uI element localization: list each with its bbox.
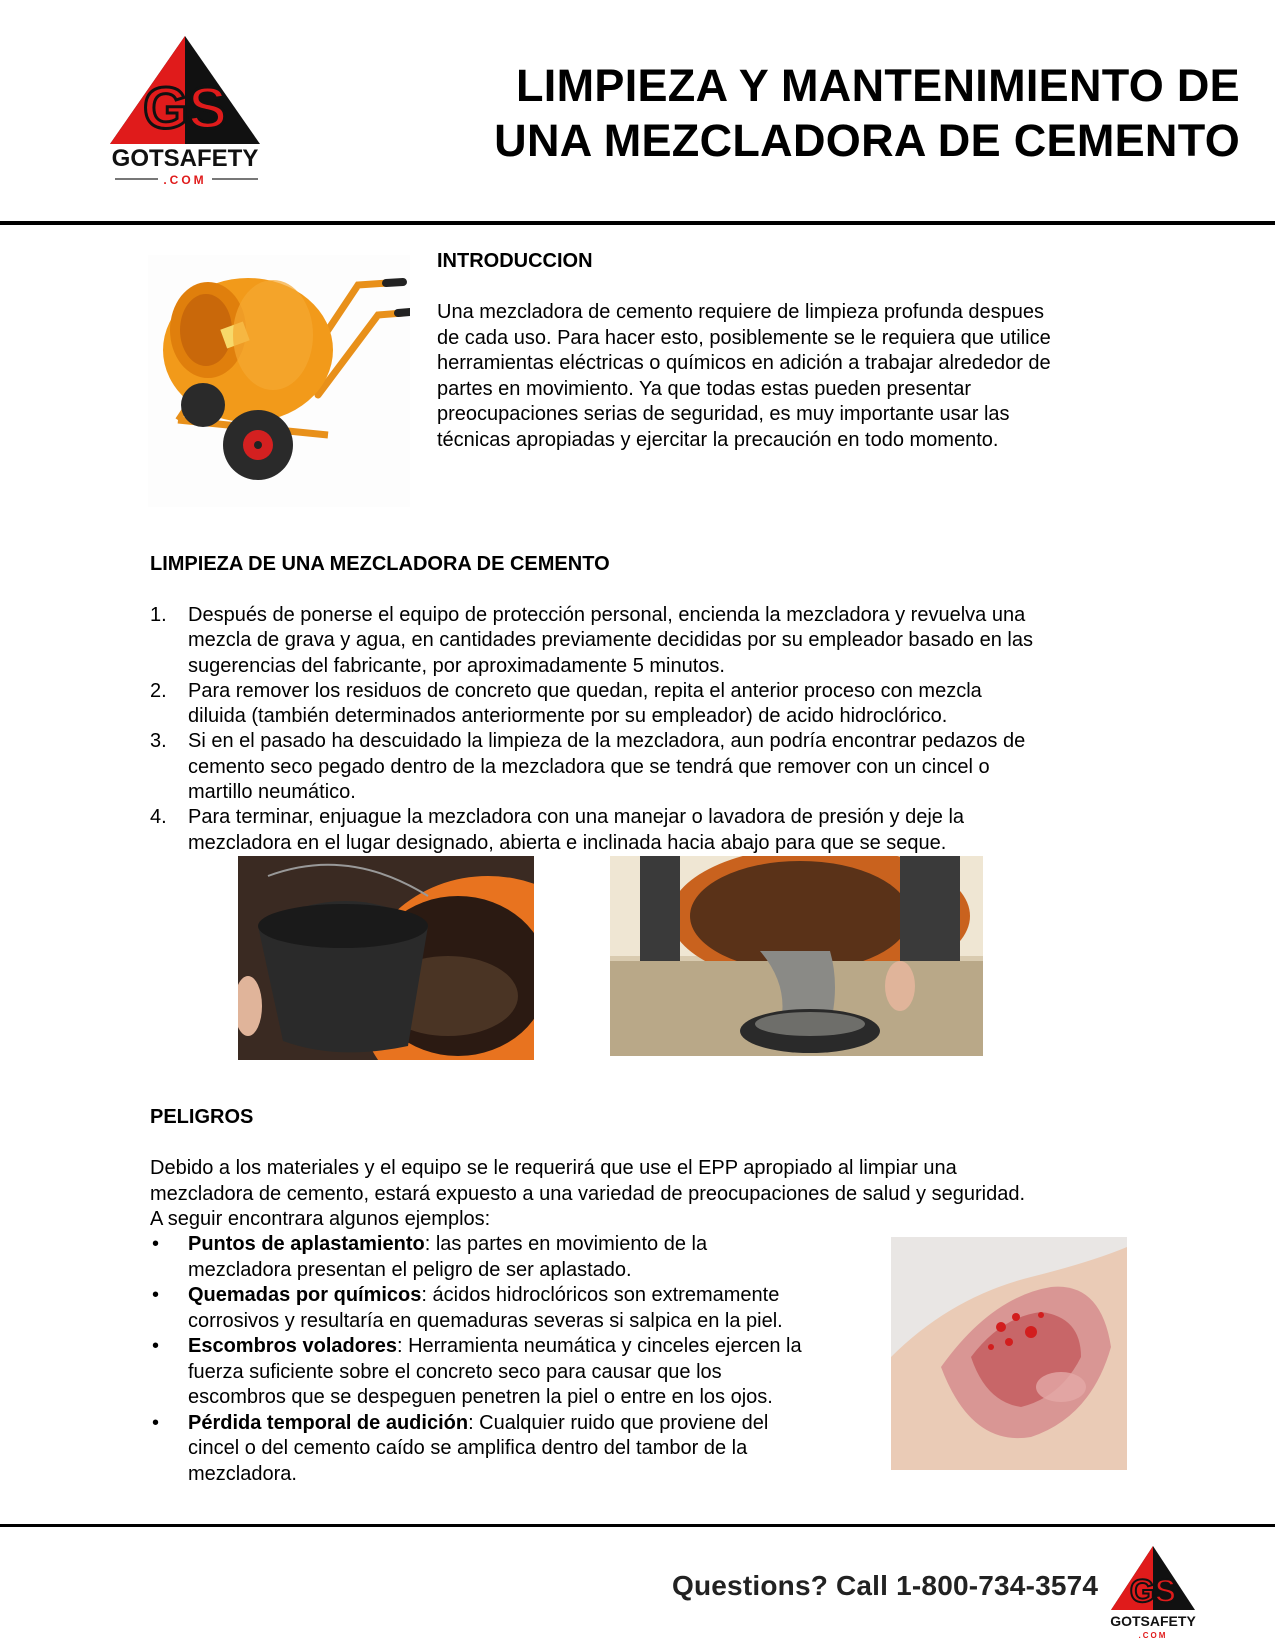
hazard-desc-line: corrosivos y resultaría en quemaduras severas si salpica en la piel. (188, 1309, 783, 1332)
hazard-desc-line: mezcladora presentan el peligro de ser aplastado. (188, 1258, 632, 1281)
logo-small-brand: GOTSAFETY (1110, 1613, 1196, 1629)
hazard-desc-line: fuerza suficiente sobre el concreto seco para causar que los (188, 1360, 722, 1383)
title-line-2: UNA MEZCLADORA DE CEMENTO (494, 115, 1240, 166)
step-number: 3. (150, 730, 167, 753)
bullet: • (152, 1411, 160, 1434)
chemical-burn-photo (891, 1237, 1127, 1470)
hazard-desc: : ácidos hidroclóricos son extremamente (421, 1284, 780, 1306)
intro-line: de cada uso. Para hacer esto, posiblemente se le requiera que utilice (437, 326, 1051, 349)
intro-line: partes en movimiento. Ya que todas estas pueden presentar (437, 377, 972, 400)
logo-brand-text: GOTSAFETY (111, 145, 259, 172)
step-item (150, 603, 1150, 679)
step-line: martillo neumático. (188, 781, 356, 804)
hazard-term: Puntos de aplastamiento (188, 1233, 425, 1255)
hazard-item (150, 1232, 870, 1283)
intro-line: herramientas eléctricas o químicos en adición a trabajar alrededor de (437, 352, 1051, 374)
logo-small-mark: GS (1129, 1573, 1177, 1609)
hazard-desc: : Cualquier ruido que proviene del (468, 1411, 769, 1434)
bullet: • (152, 1335, 160, 1357)
intro-paragraph (437, 300, 1137, 453)
hazards-intro-line: A seguir encontrara algunos ejemplos: (150, 1208, 491, 1230)
intro-heading: INTRODUCCION (437, 250, 593, 272)
hazards-heading: PELIGROS (150, 1106, 254, 1128)
hazard-item (150, 1411, 870, 1488)
intro-line: Una mezcladora de cemento requiere de limpieza profunda despues (437, 301, 1045, 323)
page-title (440, 58, 1240, 168)
title-line-1: LIMPIEZA Y MANTENIMIENTO DE (516, 60, 1240, 111)
hazard-term: Escombros voladores (188, 1335, 397, 1357)
step-line: Para terminar, enjuague la mezcladora con una manejar o lavadora de presión y deje la (188, 806, 965, 829)
header-divider (0, 221, 1275, 225)
step-line: cemento seco pegado dentro de la mezcladora que se tendrá que remover con un cincel o (188, 755, 990, 778)
step-line: mezcla de grava y agua, en cantidades previamente decididas por su empleador basado en las (188, 629, 1033, 652)
step-number: 1. (150, 604, 167, 626)
gotsafety-logo-small (1105, 1544, 1201, 1640)
hazard-item (150, 1283, 870, 1334)
step-line: Si en el pasado ha descuidado la limpieza de la mezcladora, aun podría encontrar pedazos de (188, 730, 1026, 753)
hazard-desc: : las partes en movimiento de la (424, 1233, 708, 1255)
hazards-list (150, 1232, 870, 1487)
bullet: • (152, 1233, 160, 1255)
hazards-intro-line: mezcladora de cemento, estará expuesto a una variedad de preocupaciones de salud y seguridad. (150, 1182, 1026, 1205)
hazard-desc-line: mezcladora. (188, 1462, 297, 1485)
step-number: 4. (150, 806, 167, 829)
step-number: 2. (150, 679, 167, 702)
hazards-intro (150, 1156, 1160, 1233)
step-item (150, 679, 1150, 730)
hazard-desc-line: cincel o del cemento caído se amplifica dentro del tambor de la (188, 1437, 748, 1459)
step-line: mezcladora en el lugar designado, abierta e inclinada hacia abajo para que se seque. (188, 831, 947, 854)
bullet: • (152, 1284, 160, 1306)
hazard-term: Quemadas por químicos (188, 1284, 422, 1306)
cement-mixer-image (148, 255, 410, 507)
gotsafety-logo (110, 36, 280, 194)
hazard-item (150, 1334, 870, 1411)
cleaning-heading: LIMPIEZA DE UNA MEZCLADORA DE CEMENTO (150, 553, 610, 575)
cement-pouring-photo (610, 856, 983, 1056)
hazard-term: Pérdida temporal de audición (188, 1411, 469, 1434)
hazard-desc: : Herramienta neumática y cinceles ejercen la (396, 1335, 802, 1357)
pouring-bucket-photo (238, 856, 534, 1060)
step-line: Después de ponerse el equipo de protección personal, encienda la mezcladora y revuelva una (188, 604, 1026, 626)
step-line: sugerencias del fabricante, por aproximadamente 5 minutos. (188, 654, 725, 677)
step-line: diluida (también determinados anteriormente por su empleador) de acido hidroclórico. (188, 705, 948, 728)
logo-small-sub: .COM (1138, 1631, 1168, 1640)
logo-mark-text: GS (143, 76, 227, 141)
footer-divider (0, 1524, 1275, 1527)
step-line: Para remover los residuos de concreto que quedan, repita el anterior proceso con mezcla (188, 679, 982, 702)
cleaning-steps-list (150, 603, 1150, 856)
hazard-desc-line: escombros que se despeguen penetren la piel o entre en los ojos. (188, 1386, 773, 1408)
step-item (150, 805, 1150, 856)
step-item (150, 729, 1150, 805)
logo-sub-text: .COM (163, 173, 207, 187)
footer-contact: Questions? Call 1-800-734-3574 (672, 1570, 1099, 1601)
intro-line: técnicas apropiadas y ejercitar la precaución en todo momento. (437, 428, 999, 451)
hazards-intro-line: Debido a los materiales y el equipo se le requerirá que use el EPP apropiado al limpiar una (150, 1157, 957, 1179)
intro-line: preocupaciones serias de seguridad, es muy importante usar las (437, 403, 1010, 425)
